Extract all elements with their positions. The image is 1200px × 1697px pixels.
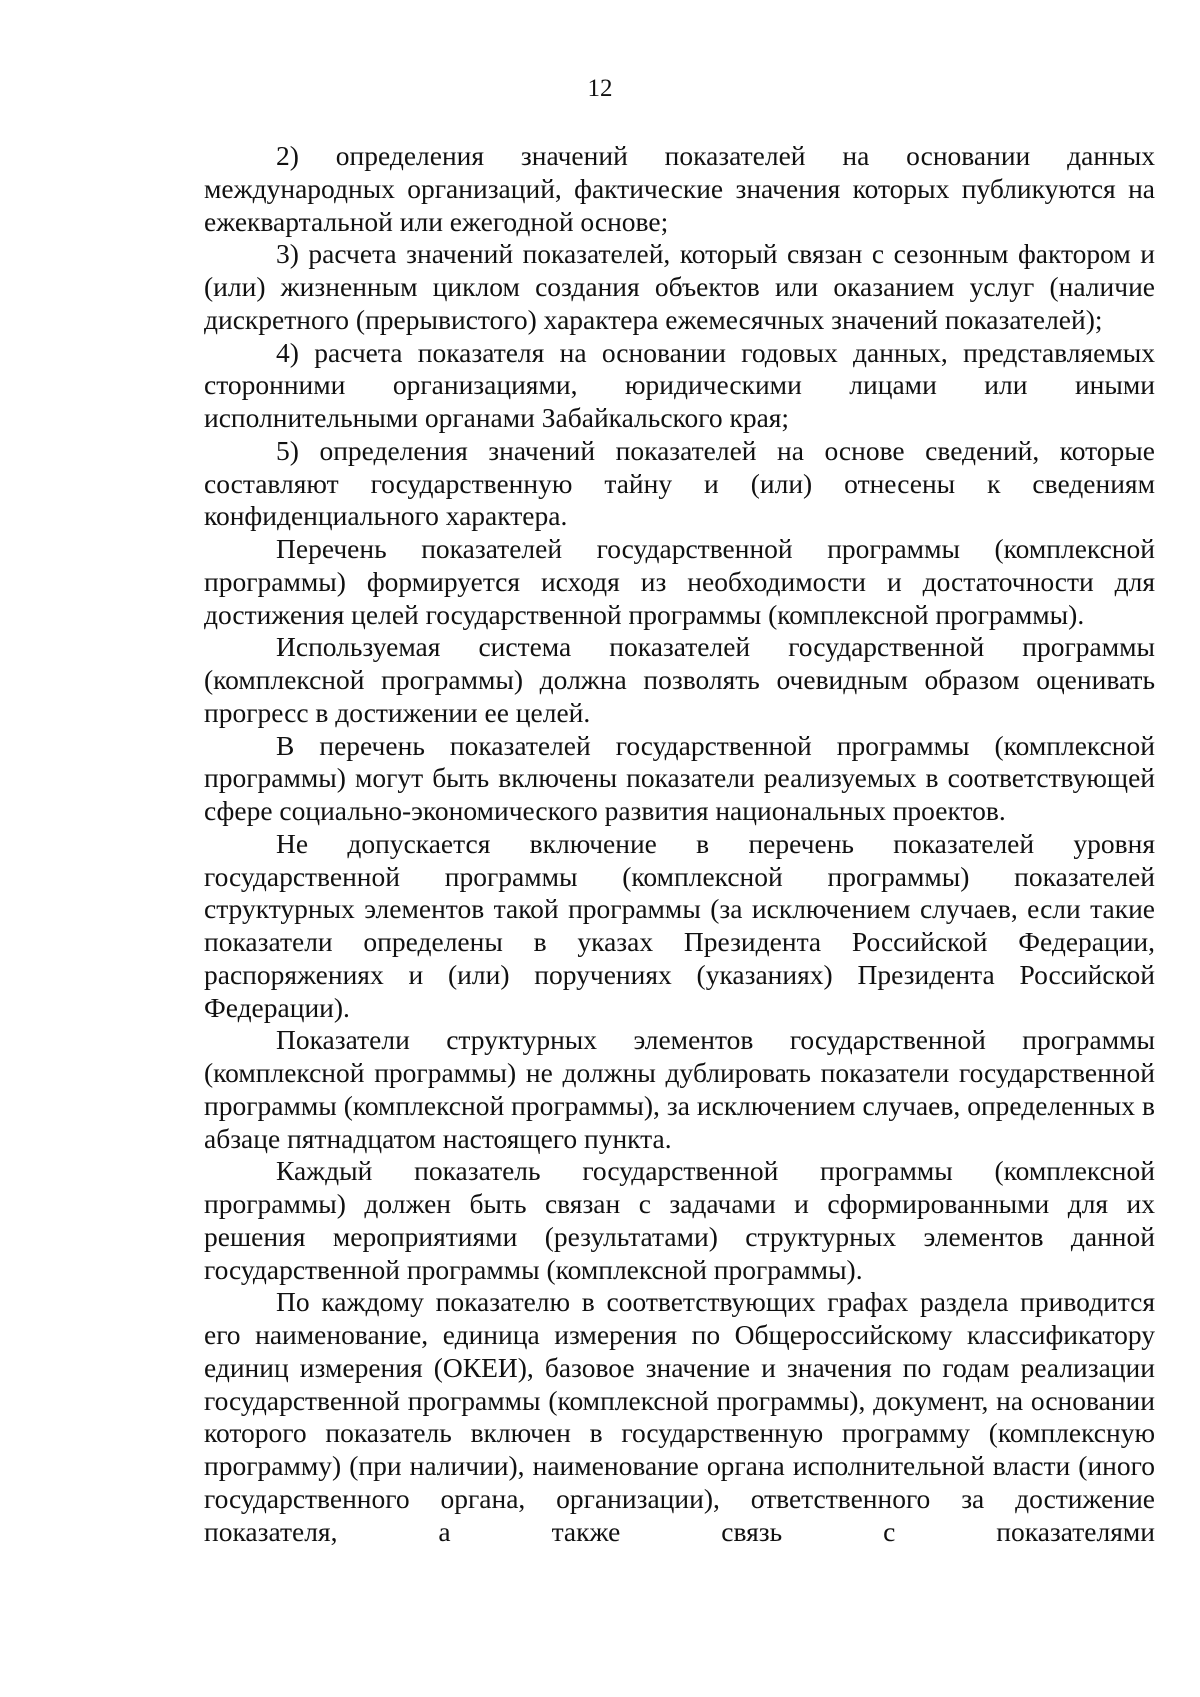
paragraph-indicator-list: Перечень показателей государственной программы (комплексной программы) формируется исходя из необходимости и достаточности для достижения целей государственной программы (комплексной программы). — [204, 533, 1155, 630]
document-body — [204, 140, 1155, 1548]
paragraph-national-projects: В перечень показателей государственной программы (комплексной программы) могут быть включены показатели реализуемых в соответствующей сфере социально-экономического развития национальных проектов. — [204, 729, 1155, 826]
paragraph-task-link: Каждый показатель государственной программы (комплексной программы) должен быть связан с задачами и сформированными для их решения мероприятиями (результатами) структурных элементов данной государственной программы (комплексной программы). — [204, 1155, 1155, 1285]
paragraph-item-5: 5) определения значений показателей на основе сведений, которые составляют государственную тайну и (или) отнесены к сведениям конфиденциального характера. — [204, 434, 1155, 532]
page-number: 12 — [587, 75, 613, 102]
paragraph-item-2: 2) определения значений показателей на основании данных международных организаций, фактические значения которых публикуются на ежеквартальной или ежегодной основе; — [204, 140, 1155, 237]
paragraph-indicator-details: По каждому показателю в соответствующих графах раздела приводится его наименование, единица измерения по Общероссийскому классификатору единиц измерения (ОКЕИ), базовое значение и значения по годам реализации государственной программы (комплексной программы), документ, на основании которого показатель включен в государственную программу (комплексную программу) (при наличии), наименование органа исполнительной власти (иного государственного органа, организации), ответственного за достижение показателя, а также связь с показателями — [204, 1286, 1155, 1547]
paragraph-not-allowed: Не допускается включение в перечень показателей уровня государственной программы (комплексной программы) показателей структурных элементов такой программы (за исключением случаев, если такие показатели определены в указах Президента Российской Федерации, распоряжениях и (или) поручениях (указаниях) Президента Российской Федерации). — [204, 827, 1155, 1023]
paragraph-no-duplication: Показатели структурных элементов государственной программы (комплексной программы) не должны дублировать показатели государственной программы (комплексной программы), за исключением случаев, определенных в абзаце пятнадцатом настоящего пункта. — [204, 1024, 1155, 1154]
paragraph-indicator-system: Используемая система показателей государственной программы (комплексной программы) должна позволять очевидным образом оценивать прогресс в достижении ее целей. — [204, 631, 1155, 728]
paragraph-item-3: 3) расчета значений показателей, который связан с сезонным фактором и (или) жизненным циклом создания объектов или оказанием услуг (наличие дискретного (прерывистого) характера ежемесячных значений показателей); — [204, 238, 1155, 335]
paragraph-item-4: 4) расчета показателя на основании годовых данных, представляемых сторонними организациями, юридическими лицами или иными исполнительными органами Забайкальского края; — [204, 336, 1155, 433]
